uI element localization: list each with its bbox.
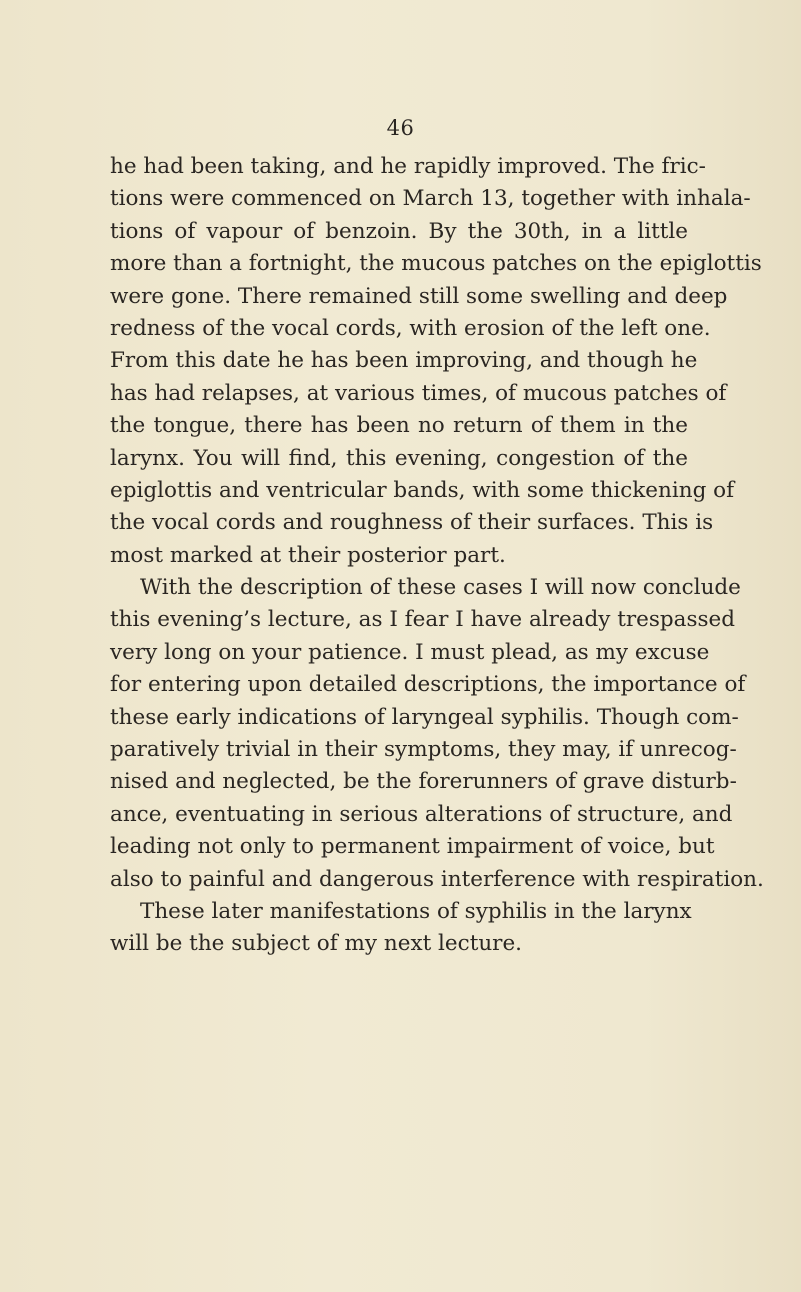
body-text: [110, 151, 764, 961]
text-line: were gone. There remained still some swelling and deep: [110, 283, 728, 309]
text-line: leading not only to permanent impairment of voice, but: [110, 834, 715, 860]
text-line: the vocal cords and roughness of their surfaces. This is: [110, 510, 714, 536]
text-line: tions were commenced on March 13, together with inhala-: [110, 186, 751, 212]
text-line: for entering upon detailed descriptions, the importance of: [110, 672, 746, 698]
page-number: 46: [386, 116, 415, 140]
text-line: nised and neglected, be the forerunners of grave disturb-: [110, 769, 737, 795]
text-line: tions of vapour of benzoin. By the 30th, in a little: [110, 218, 688, 244]
text-line: larynx. You will find, this evening, congestion of the: [110, 445, 688, 471]
text-line: also to painful and dangerous interference with respiration.: [110, 866, 764, 892]
text-line: will be the subject of my next lecture.: [110, 931, 523, 957]
text-line: this evening’s lecture, as I fear I have already trespassed: [110, 607, 736, 633]
text-line: the tongue, there has been no return of them in the: [110, 413, 688, 439]
text-line: paratively trivial in their symptoms, they may, if unrecog-: [110, 737, 737, 763]
text-line: redness of the vocal cords, with erosion of the left one.: [110, 315, 711, 341]
text-line: very long on your patience. I must plead, as my excuse: [110, 639, 710, 665]
text-line: With the description of these cases I will now conclude: [140, 575, 741, 601]
text-line: these early indications of laryngeal syphilis. Though com-: [110, 704, 739, 730]
text-line: epiglottis and ventricular bands, with some thickening of: [110, 477, 735, 503]
text-line: From this date he has been improving, and though he: [110, 348, 698, 374]
text-line: ance, eventuating in serious alterations of structure, and: [110, 801, 733, 827]
text-line: These later manifestations of syphilis in the larynx: [140, 898, 692, 924]
text-line: has had relapses, at various times, of mucous patches of: [110, 380, 727, 406]
text-line: most marked at their posterior part.: [110, 542, 506, 568]
text-line: he had been taking, and he rapidly improved. The fric-: [110, 154, 706, 179]
text-line: more than a fortnight, the mucous patches on the epiglottis: [110, 251, 762, 277]
